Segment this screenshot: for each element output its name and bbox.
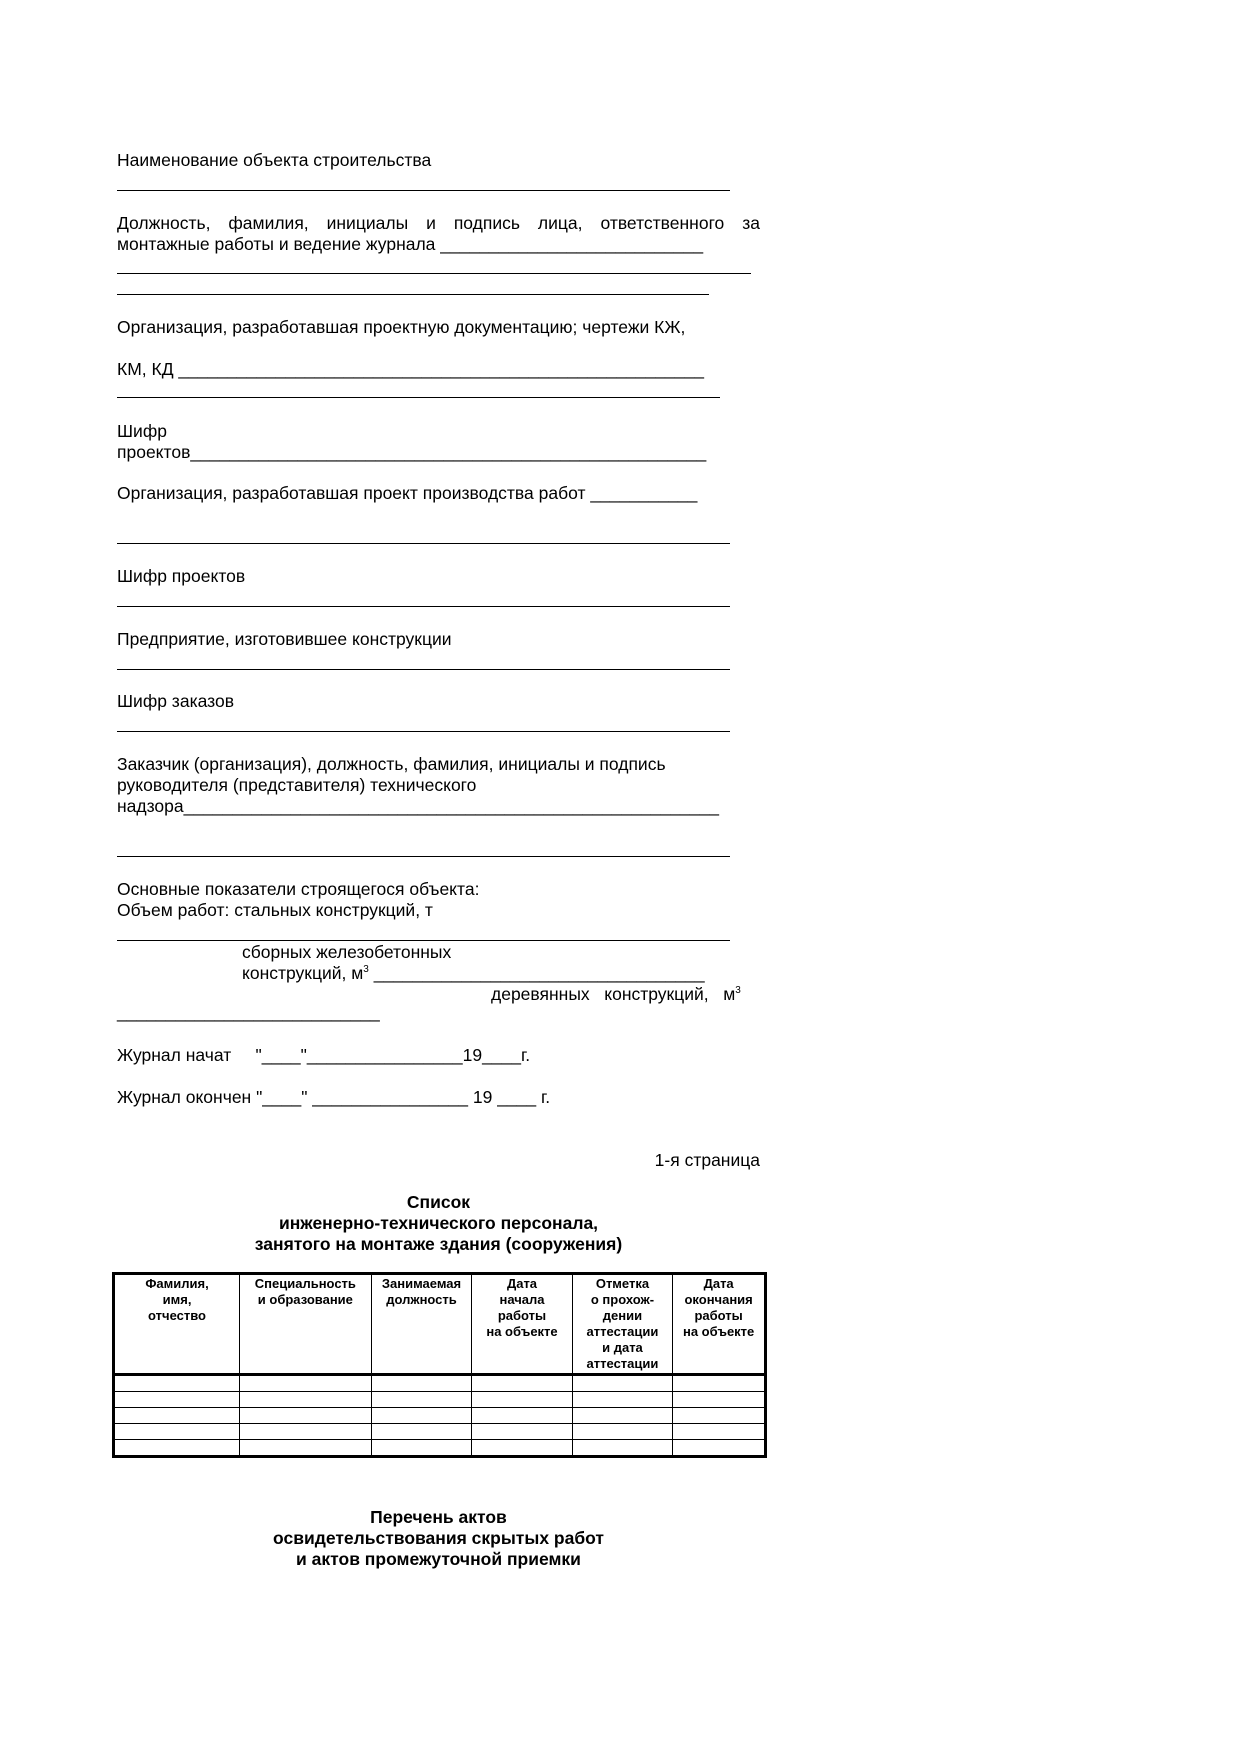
staff-table-row bbox=[114, 1408, 766, 1424]
steel-volume-label: Объем работ: стальных конструкций, т bbox=[117, 900, 433, 920]
acts-list-title-line1: Перечень актов bbox=[370, 1507, 507, 1527]
staff-table-cell[interactable] bbox=[371, 1392, 472, 1408]
staff-table-cell[interactable] bbox=[572, 1440, 673, 1457]
staff-table-cell[interactable] bbox=[371, 1375, 472, 1392]
precast-volume-label-line1: сборных железобетонных bbox=[242, 942, 452, 962]
design-org-label: Организация, разработавшая проектную документацию; чертежи КЖ, bbox=[117, 317, 686, 337]
staff-table-cell[interactable] bbox=[240, 1440, 372, 1457]
acts-list-title-line3: и актов промежуточной приемки bbox=[296, 1549, 581, 1569]
staff-table-cell[interactable] bbox=[572, 1408, 673, 1424]
staff-table-cell[interactable] bbox=[472, 1440, 572, 1457]
responsible-field-1[interactable] bbox=[117, 273, 751, 274]
staff-table-cell[interactable] bbox=[114, 1440, 240, 1457]
staff-table-cell[interactable] bbox=[371, 1408, 472, 1424]
staff-table-column-header: Дата начала работы на объекте bbox=[472, 1274, 572, 1375]
staff-table-cell[interactable] bbox=[472, 1408, 572, 1424]
orders-label: Шифр заказов bbox=[117, 691, 234, 711]
staff-table-row bbox=[114, 1440, 766, 1457]
staff-table-column-header: Отметка о прохож- дении аттестации и дата аттестации bbox=[572, 1274, 673, 1375]
page-marker: 1-я страница bbox=[654, 1150, 760, 1170]
staff-table-cell[interactable] bbox=[572, 1424, 673, 1440]
staff-table-cell[interactable] bbox=[114, 1375, 240, 1392]
customer-label-line2: руководителя (представителя) технического bbox=[117, 775, 477, 795]
cipher-projects-label: Шифр проектов bbox=[117, 566, 246, 586]
staff-list-title-line2: инженерно-технического персонала, bbox=[278, 1213, 599, 1233]
staff-table-cell[interactable] bbox=[673, 1424, 766, 1440]
precast-volume-label-line2: конструкций, $м^3$ __________________________________ bbox=[242, 963, 705, 983]
staff-table-column-header: Занимаемая должность bbox=[371, 1274, 472, 1375]
staff-table-cell[interactable] bbox=[472, 1424, 572, 1440]
staff-table-cell[interactable] bbox=[240, 1375, 372, 1392]
object-name-label: Наименование объекта строительства bbox=[117, 150, 432, 170]
staff-table-column-header: Специальность и образование bbox=[240, 1274, 372, 1375]
staff-table-header-row bbox=[114, 1274, 766, 1375]
object-name-field[interactable] bbox=[117, 190, 730, 191]
journal-started-label: Журнал начат "____"________________19____г. bbox=[117, 1045, 531, 1065]
customer-label-line3: надзора_______________________________________________________ bbox=[117, 796, 719, 816]
staff-table bbox=[112, 1272, 767, 1458]
staff-table-cell[interactable] bbox=[114, 1408, 240, 1424]
ppr-org-field[interactable] bbox=[117, 543, 730, 544]
responsible-label-line1: Должность, фамилия, инициалы и подпись лица, ответственного за bbox=[117, 213, 760, 233]
staff-table-cell[interactable] bbox=[114, 1424, 240, 1440]
customer-label-line1: Заказчик (организация), должность, фамилия, инициалы и подпись bbox=[117, 754, 666, 774]
staff-table-row bbox=[114, 1392, 766, 1408]
wood-volume-label: деревянных конструкций, $м^3$ bbox=[491, 984, 741, 1004]
staff-table-cell[interactable] bbox=[673, 1440, 766, 1457]
staff-table-cell[interactable] bbox=[673, 1408, 766, 1424]
staff-table-row bbox=[114, 1375, 766, 1392]
staff-table-row bbox=[114, 1424, 766, 1440]
acts-list-title-line2: освидетельствования скрытых работ bbox=[273, 1528, 604, 1548]
staff-table-cell[interactable] bbox=[240, 1392, 372, 1408]
journal-finished-label: Журнал окончен "____" ________________ 19 ____ г. bbox=[117, 1087, 551, 1107]
staff-table-cell[interactable] bbox=[371, 1440, 472, 1457]
staff-table-column-header: Дата окончания работы на объекте bbox=[673, 1274, 766, 1375]
staff-list-title-line3: занятого на монтаже здания (сооружения) bbox=[254, 1234, 623, 1254]
staff-table-cell[interactable] bbox=[673, 1375, 766, 1392]
staff-table-cell[interactable] bbox=[673, 1392, 766, 1408]
ppr-org-label: Организация, разработавшая проект производства работ ___________ bbox=[117, 483, 698, 503]
responsible-label-line2: монтажные работы и ведение журнала ___________________________ bbox=[117, 234, 704, 254]
steel-volume-field[interactable] bbox=[117, 940, 730, 941]
manufacturer-label: Предприятие, изготовившее конструкции bbox=[117, 629, 452, 649]
staff-table-cell[interactable] bbox=[472, 1375, 572, 1392]
indicators-label: Основные показатели строящегося объекта: bbox=[117, 879, 480, 899]
cipher-label: Шифр bbox=[117, 421, 167, 441]
design-org-field[interactable] bbox=[117, 397, 720, 398]
staff-table-column-header: Фамилия, имя, отчество bbox=[114, 1274, 240, 1375]
staff-table-cell[interactable] bbox=[240, 1408, 372, 1424]
km-kd-label: КМ, КД ______________________________________________________ bbox=[117, 359, 704, 379]
staff-table-cell[interactable] bbox=[472, 1392, 572, 1408]
orders-field[interactable] bbox=[117, 731, 730, 732]
staff-list-title-line1: Список bbox=[406, 1192, 471, 1212]
staff-table-cell[interactable] bbox=[572, 1375, 673, 1392]
cipher-projects-field[interactable] bbox=[117, 606, 730, 607]
manufacturer-field[interactable] bbox=[117, 669, 730, 670]
projects-label: проектов_____________________________________________________ bbox=[117, 442, 707, 462]
staff-table-cell[interactable] bbox=[371, 1424, 472, 1440]
staff-table-cell[interactable] bbox=[114, 1392, 240, 1408]
staff-table-cell[interactable] bbox=[572, 1392, 673, 1408]
responsible-field-2[interactable] bbox=[117, 294, 709, 295]
staff-table-cell[interactable] bbox=[240, 1424, 372, 1440]
customer-field[interactable] bbox=[117, 856, 730, 857]
wood-volume-field[interactable]: ___________________________ bbox=[117, 1002, 380, 1022]
